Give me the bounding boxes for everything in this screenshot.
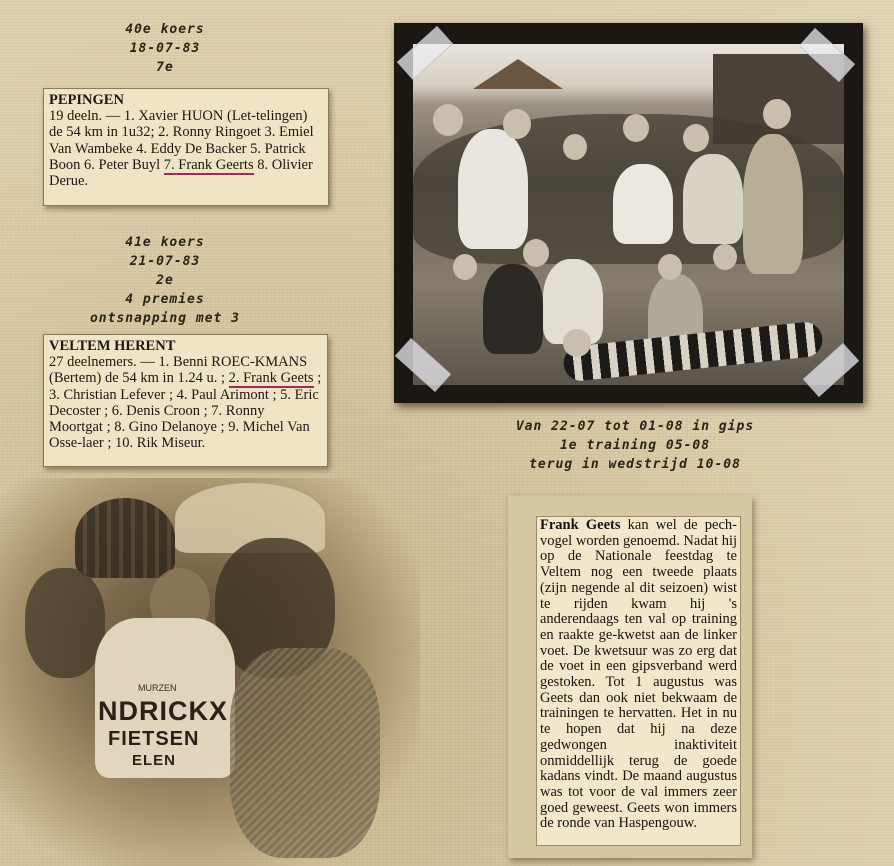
race-40-title: 40e koers (125, 22, 205, 37)
race-41-title: 41e koers (125, 235, 205, 250)
clipping-pepingen-text-b: 8. Olivier Derue. (49, 156, 313, 190)
article-name: Frank Geets (540, 517, 621, 533)
group-photo (394, 23, 863, 403)
group-photo-image (413, 44, 844, 385)
race-40-place: 7e (156, 60, 174, 75)
clipping-veltem-title: VELTEM HERENT (49, 338, 176, 354)
clipping-pepingen-text-a: 19 deeln. — 1. Xavier HUON (Let-telingen) de 54 km in 1u32; 2. Ronny Ringoet 3. Emiel Van Wambeke 4. Eddy De Backer 5. Patrick Boon 6. Peter Buyl (49, 108, 314, 173)
injury-caption-training: 1e training 05-08 (559, 438, 711, 453)
jersey-text-2: FIETSEN (108, 728, 200, 750)
injury-caption-return: terug in wedstrijd 10-08 (529, 457, 741, 472)
race-41-date: 21-07-83 (129, 254, 201, 269)
clipping-pepingen-underlined: 7. Frank Geerts (163, 156, 254, 173)
clipping-pepingen (43, 88, 329, 206)
jersey-text-1: NDRICKX (98, 696, 229, 726)
clipping-veltem-herent (43, 334, 328, 467)
race-41-premies: 4 premies (125, 292, 205, 307)
article-clipping (508, 496, 752, 858)
injury-caption (490, 417, 780, 474)
race-40-date: 18-07-83 (129, 41, 201, 56)
clipping-veltem-text-b: ; 3. Christian Lefever ; 4. Paul Arimont ; 5. Eric Decoster ; 6. Denis Croon ; 7. Ronny Moortgat ; 8. Gino Delanoye ; 9. Michel Van Osse-laer ; 10. Rik Miseur. (49, 370, 322, 452)
cyclist-sepia-photo (0, 478, 420, 866)
jersey-small-text: MURZEN (138, 683, 177, 693)
jersey-text-3: ELEN (132, 752, 177, 769)
article-text-box (536, 516, 741, 846)
race-41-place: 2e (156, 273, 174, 288)
race-40-notes (90, 20, 240, 77)
clipping-veltem-text-a: 27 deelnemers. — 1. Benni ROEC-KMANS (Bertem) de 54 km in 1.24 u. ; (49, 354, 308, 387)
race-41-notes (80, 233, 250, 328)
clipping-pepingen-title: PEPINGEN (49, 92, 124, 108)
race-41-breakaway: ontsnapping met 3 (89, 311, 241, 326)
clipping-veltem-underlined: 2. Frank Geets (228, 370, 314, 387)
article-body: kan wel de pech-vogel worden genoemd. Nadat hij op de Nationale feestdag te Veltem nog een tweede plaats (zijn negende al dit seizoen) wist te rijden kwam hij 's anderendaags ten val op training en raakte ge-kwetst aan de linker voet. De kwetsuur was zo erg dat de voet in een gipsverband werd gestoken. Tot 1 augustus was Geets dan ook niet bekwaam de trainingen te hervatten. Het in nu te hopen dat hij na deze gedwongen inaktiviteit onmiddellijk terug de goede kadans vindt. De maand augustus was tot voor de val immers zeer goed geweest. Geets won immers de ronde van Haspengouw. (540, 517, 737, 832)
injury-caption-cast: Van 22-07 tot 01-08 in gips (515, 419, 755, 434)
